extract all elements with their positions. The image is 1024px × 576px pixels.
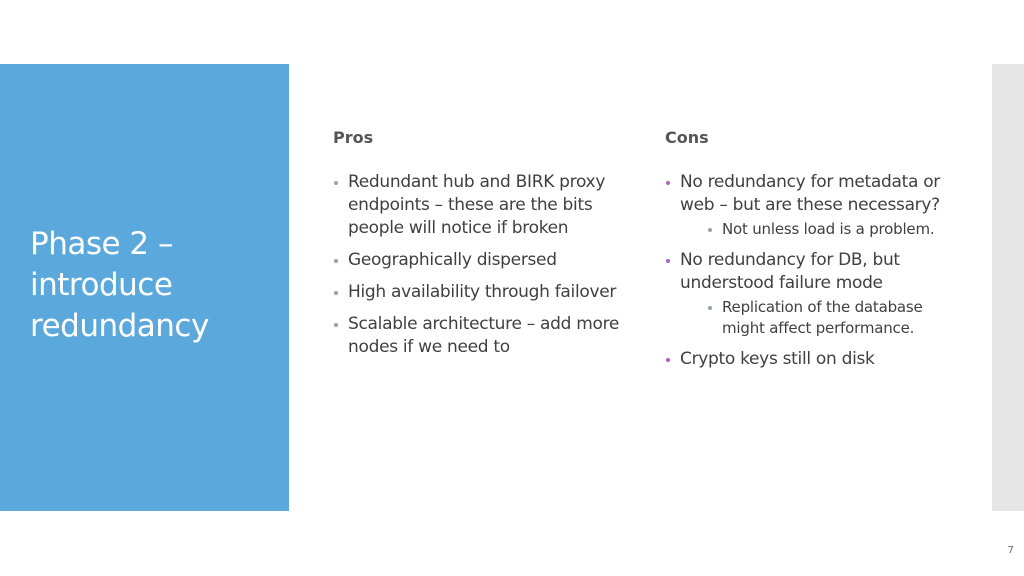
pros-item: [333, 313, 628, 359]
pros-list: [333, 171, 628, 359]
bullet-icon: [334, 323, 338, 327]
cons-item: [665, 249, 960, 339]
pros-heading: Pros: [333, 128, 374, 147]
side-strip: [992, 64, 1024, 511]
pros-item: [333, 171, 628, 240]
pros-column: [333, 126, 628, 368]
cons-item: [665, 171, 960, 240]
cons-subitem-text: Not unless load is a problem.: [722, 220, 935, 238]
cons-subitem: [680, 297, 960, 339]
page-number: 7: [1007, 545, 1014, 556]
cons-subitem: [680, 219, 960, 240]
bullet-icon: [334, 291, 338, 295]
pros-item: [333, 281, 628, 304]
bullet-icon: [666, 358, 670, 362]
cons-item-text: No redundancy for DB, but understood failure mode: [680, 250, 900, 293]
bullet-icon: [334, 259, 338, 263]
sub-bullet-icon: [708, 306, 712, 310]
slide-title: Phase 2 – introduce redundancy: [30, 226, 209, 344]
cons-list: [665, 171, 960, 371]
sub-bullet-icon: [708, 228, 712, 232]
bullet-icon: [334, 181, 338, 185]
cons-sublist: [680, 297, 960, 339]
pros-item: [333, 249, 628, 272]
pros-item-text: Scalable architecture – add more nodes if we need to: [348, 314, 620, 357]
cons-item-text: No redundancy for metadata or web – but are these necessary?: [680, 172, 940, 215]
pros-item-text: High availability through failover: [348, 282, 617, 302]
cons-heading: Cons: [665, 128, 709, 147]
cons-column: [665, 126, 960, 380]
cons-item: [665, 348, 960, 371]
cons-item-text: Crypto keys still on disk: [680, 349, 875, 369]
bullet-icon: [666, 181, 670, 185]
cons-subitem-text: Replication of the database might affect performance.: [722, 298, 923, 337]
pros-item-text: Geographically dispersed: [348, 250, 557, 270]
bullet-icon: [666, 259, 670, 263]
cons-sublist: [680, 219, 960, 240]
pros-item-text: Redundant hub and BIRK proxy endpoints – these are the bits people will notice if broken: [348, 172, 606, 238]
